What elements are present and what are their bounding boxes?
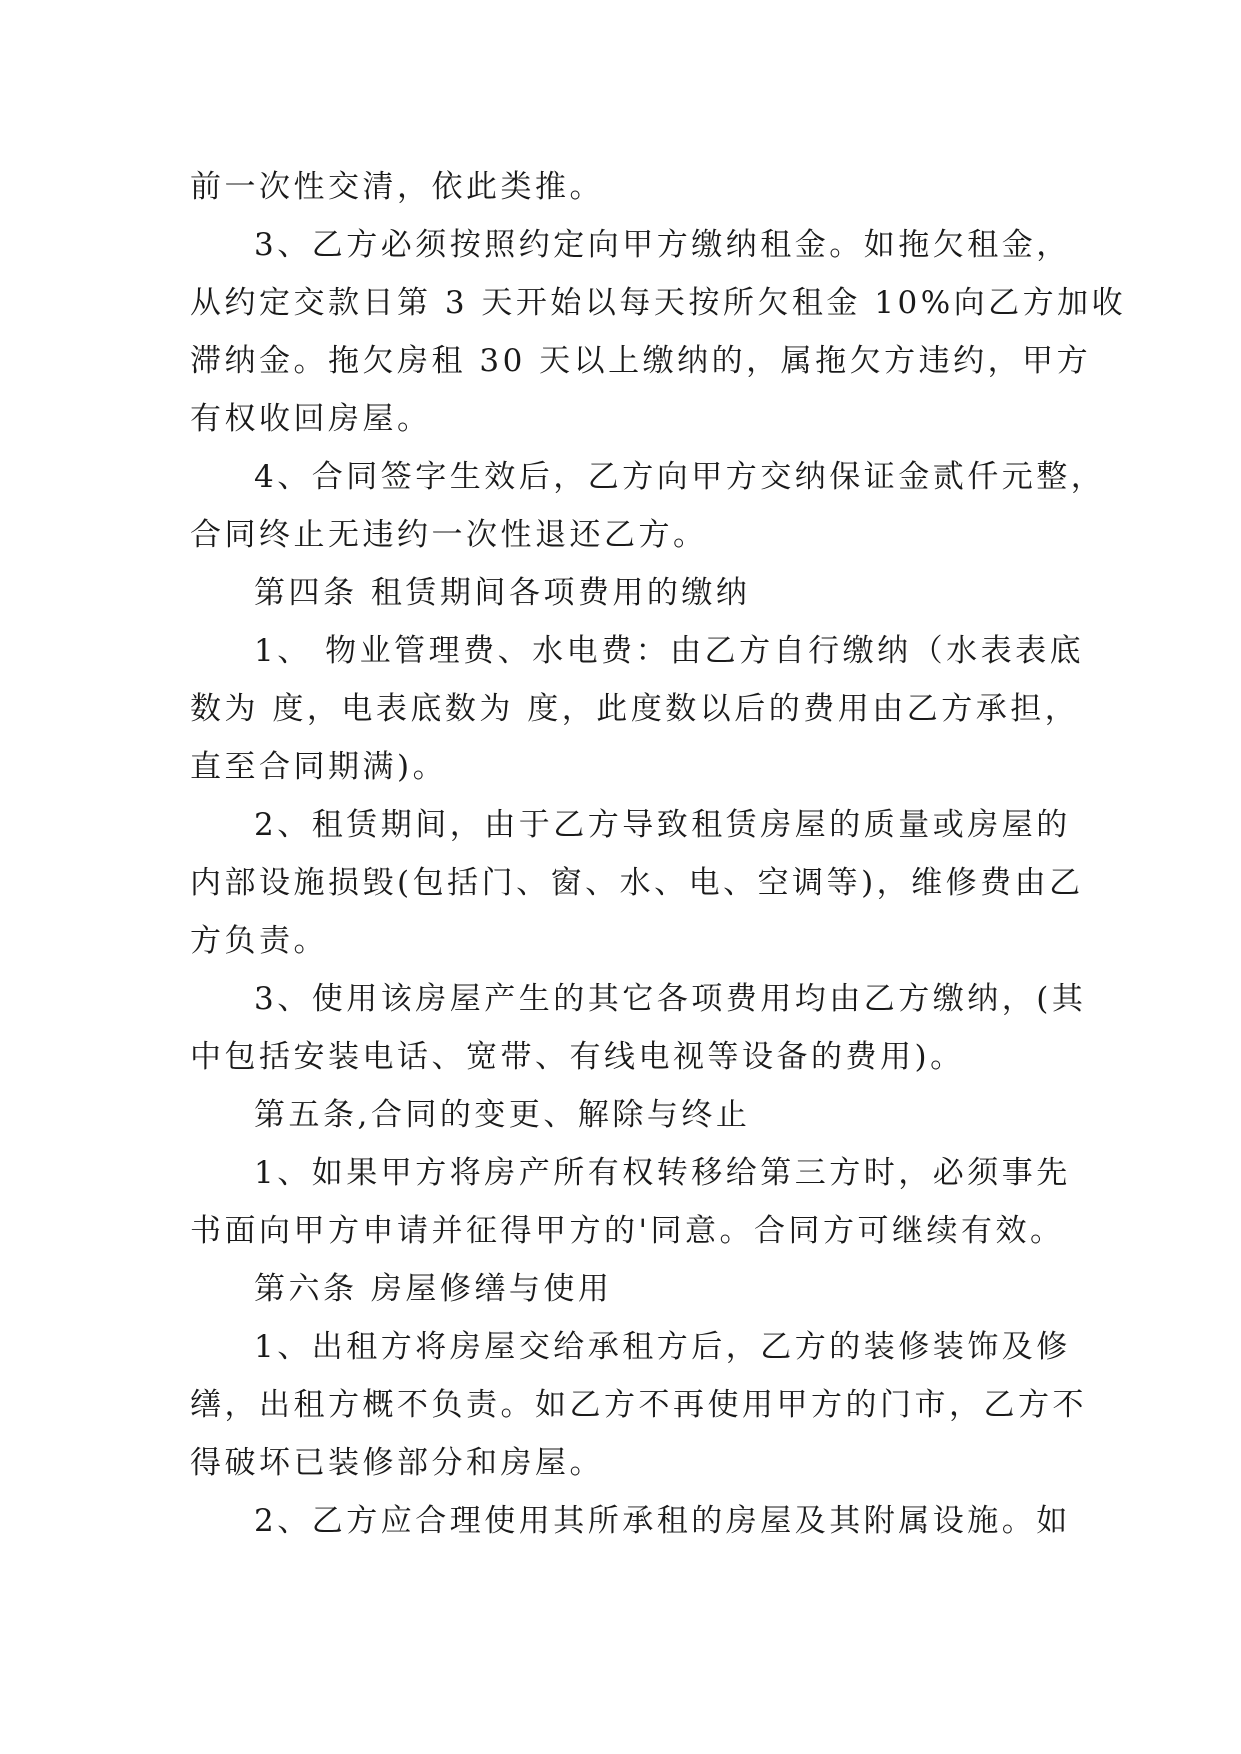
text-line-4: 滞纳金。拖欠房租 30 天以上缴纳的，属拖欠方违约，甲方 <box>190 343 1092 379</box>
text-line-5: 有权收回房屋。 <box>190 401 432 437</box>
text-line-9: 1、 物业管理费、水电费：由乙方自行缴纳（水表表底 <box>254 633 1085 669</box>
text-line-6: 4、合同签字生效后，乙方向甲方交纳保证金贰仟元整， <box>254 459 1106 495</box>
text-line-14: 方负责。 <box>190 923 328 959</box>
text-line-10: 数为 度，电表底数为 度，此度数以后的费用由乙方承担， <box>190 691 1080 727</box>
text-line-12: 2、租赁期间，由于乙方导致租赁房屋的质量或房屋的 <box>254 807 1071 843</box>
text-line-3: 从约定交款日第 3 天开始以每天按所欠租金 10%向乙方加收 <box>190 285 1127 321</box>
text-line-1: 前一次性交清，依此类推。 <box>190 169 604 205</box>
section-heading-article-5: 第五条,合同的变更、解除与终止 <box>254 1097 751 1133</box>
text-line-13: 内部设施损毁(包括门、窗、水、电、空调等)，维修费由乙 <box>190 865 1084 901</box>
text-line-7: 合同终止无违约一次性退还乙方。 <box>190 517 708 553</box>
text-line-24: 2、乙方应合理使用其所承租的房屋及其附属设施。如 <box>254 1503 1071 1539</box>
text-line-21: 1、出租方将房屋交给承租方后，乙方的装修装饰及修 <box>254 1329 1071 1365</box>
section-heading-article-6: 第六条 房屋修缮与使用 <box>254 1271 613 1307</box>
text-line-19: 书面向甲方申请并征得甲方的'同意。合同方可继续有效。 <box>190 1213 1065 1249</box>
section-heading-article-4: 第四条 租赁期间各项费用的缴纳 <box>254 575 751 611</box>
text-line-11: 直至合同期满)。 <box>190 749 448 785</box>
text-line-18: 1、如果甲方将房产所有权转移给第三方时，必须事先 <box>254 1155 1071 1191</box>
text-line-15: 3、使用该房屋产生的其它各项费用均由乙方缴纳，(其 <box>254 981 1087 1017</box>
contract-text-body <box>190 158 1127 1550</box>
text-line-23: 得破坏已装修部分和房屋。 <box>190 1445 604 1481</box>
text-line-2: 3、乙方必须按照约定向甲方缴纳租金。如拖欠租金， <box>254 227 1071 263</box>
text-line-16: 中包括安装电话、宽带、有线电视等设备的费用)。 <box>190 1039 965 1075</box>
text-line-22: 缮，出租方概不负责。如乙方不再使用甲方的门市，乙方不 <box>190 1387 1087 1423</box>
